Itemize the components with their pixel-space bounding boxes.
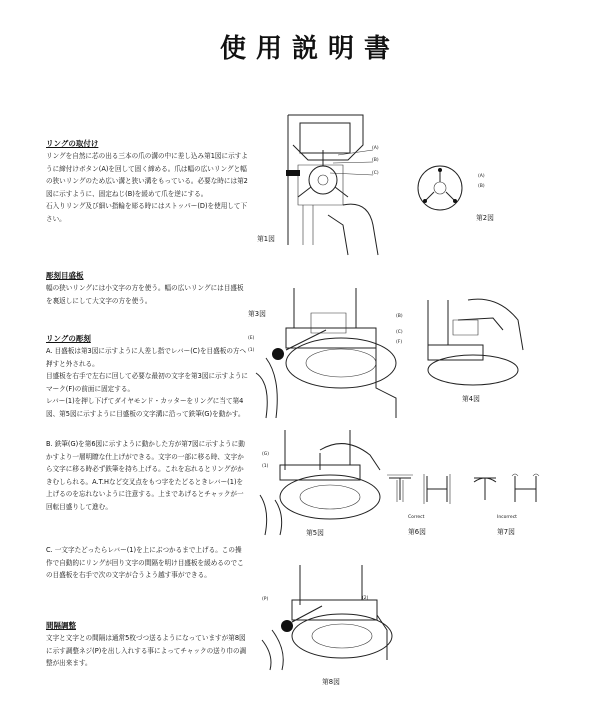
fig1-label-A: (A)	[372, 146, 379, 151]
fig2-caption: 第2図	[476, 214, 494, 222]
section-text-ring: リングを自然に芯の出る三本の爪の溝の中に差し込み第1図に示すように締付けボタン(A)を回して固く締める。爪は幅の広いリングと幅の狭いリングのため広い溝と狭い溝をもっている。必要な時には第2図に示すように、固定ねじ(B)を緩めて爪を逆にする。 石入りリング及び細い指輪を彫る時にはストッパー(D)を使用して下さい。	[46, 152, 248, 223]
fig3-label-C: (C)	[396, 330, 403, 335]
figure-6-illustration	[385, 470, 460, 510]
section-text-dial: 幅の狭いリングには小文字の方を使う。幅の広いリングには目盛板を裏返しにして大文字の方を使う。	[46, 284, 244, 305]
fig2-label-B: (B)	[478, 184, 485, 189]
figure-7-illustration	[470, 470, 550, 510]
fig1-caption: 第1図	[257, 235, 275, 243]
fig3-label-B: (B)	[396, 314, 403, 319]
fig5-label-G: (G)	[262, 452, 269, 457]
fig6-note: Correct	[408, 515, 425, 520]
fig5-caption: 第5図	[306, 529, 324, 537]
figure-4-illustration	[418, 290, 528, 390]
fig1-label-C: (C)	[372, 171, 379, 176]
fig8-label-two: (2)	[362, 596, 369, 601]
section-text-engraving-a: A. 目盛板は第3図に示すように人差し指でレバー(C)を目盛板の方へ押すと外される。 目盛板を右手で左右に回して必要な最初の文字を第3図に示すようにマーク(F)の前面に固定する。 レバー(1)を押し下げてダイヤモンド・カッターをリングに当て第4図、第5図に示すように目盛板の文字溝に沿って鉄筆(G)を動かす。	[46, 347, 248, 418]
section-text-spacing: 文字と文字との間隔は通常5枚づつ送るようになっていますが第8図に示す調整ネジ(P)を出し入れする事によってチャックの送り巾の調整が出来ます。	[46, 634, 247, 668]
section-heading-spacing: 間隔調整	[46, 621, 76, 630]
figure-2-illustration	[412, 160, 472, 220]
fig4-caption: 第4図	[462, 395, 480, 403]
figure-1-illustration	[268, 105, 398, 255]
fig3-label-E: (E)	[248, 336, 255, 341]
section-heading-dial: 彫刻目盛板	[46, 271, 84, 280]
fig3-label-one: (1)	[248, 348, 255, 353]
section-text-engraving-c: C. 一文字たどったらレバー(1)を上にぶつかるまで上げる。この操作で自動的にリングが回り文字の間隔を明け目盛板を緩めるのでこの目盛板を右手で次の文字が合うよう越す事ができる。	[46, 546, 244, 580]
fig6-caption: 第6図	[408, 528, 426, 536]
fig5-label-one: (1)	[262, 464, 269, 469]
fig3-caption: 第3図	[248, 310, 266, 318]
section-text-engraving-b: B. 鉄筆(G)を第6図に示すように動かした方が第7図に示すように動かすより一層明瞭な仕上げができる。文字の一部に移る時、文字から文字に移る時必ず鉄筆を持ち上げる。これを忘れるとリングがかきむしられる。A.T.Hなど交叉点をもつ字をたどるときレバー(1)を上げるのを忘れないように注意する。上まであげるとチャックが一回転目盛りして進む。	[46, 440, 245, 511]
section-heading-engraving: リングの彫刻	[46, 334, 91, 343]
section-heading-ring: リングの取付け	[46, 139, 99, 148]
fig2-label-A: (A)	[478, 174, 485, 179]
figure-3-illustration	[256, 288, 406, 418]
fig1-label-B: (B)	[372, 158, 379, 163]
page-title: 使用説明書	[219, 34, 400, 64]
figure-8-illustration	[262, 560, 397, 670]
fig7-caption: 第7図	[497, 528, 515, 536]
fig8-caption: 第8図	[322, 678, 340, 686]
figure-5-illustration	[260, 425, 385, 535]
fig3-label-F: (F)	[396, 340, 403, 345]
fig7-note: Incorrect	[497, 515, 517, 520]
fig8-label-P: (P)	[262, 597, 269, 602]
